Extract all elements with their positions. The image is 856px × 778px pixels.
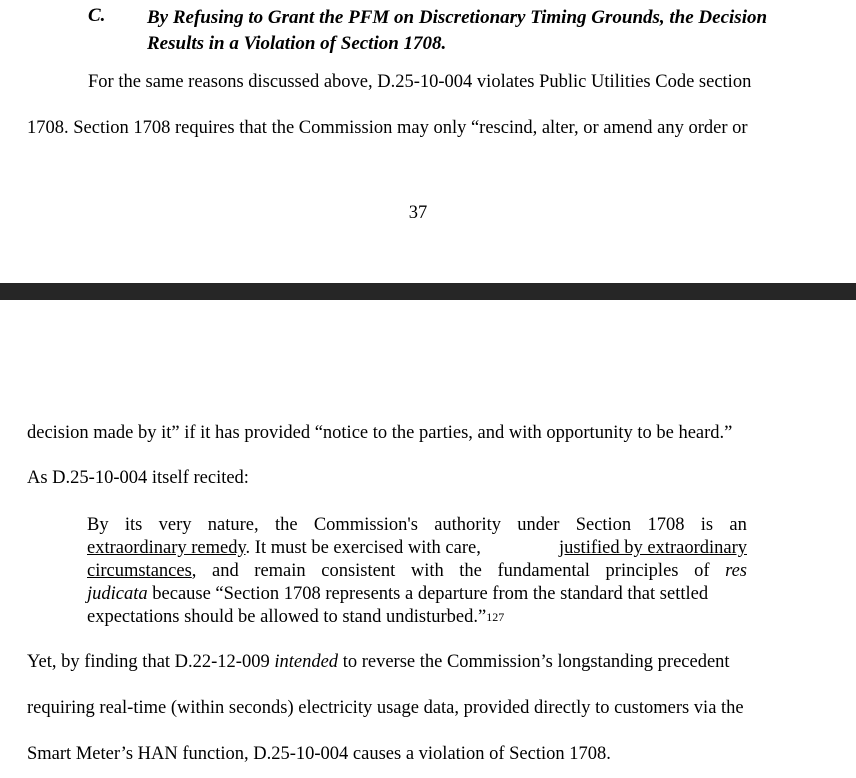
block-quote-line-5: [87, 606, 747, 629]
word: of: [694, 561, 710, 581]
word: under: [517, 515, 560, 535]
paragraph-line: requiring real-time (within seconds) electricity usage data, provided directly to customers via the: [27, 698, 744, 718]
quote-text: because “Section 1708 represents a departure from the standard that settled: [147, 584, 709, 604]
word: the: [459, 561, 482, 581]
italic-word: intended: [274, 652, 339, 672]
word: principles: [605, 561, 679, 581]
underlined-phrase: justified by extraordinary: [558, 538, 747, 558]
block-quote: [87, 514, 747, 629]
section-heading-line-2: Results in a Violation of Section 1708.: [147, 33, 447, 54]
paragraph-line: decision made by it” if it has provided “notice to the parties, and with opportunity to be heard.”: [27, 423, 733, 443]
block-quote-line-3: [87, 560, 747, 583]
paragraph-line: 1708. Section 1708 requires that the Commission may only “rescind, alter, or amend any order or: [27, 118, 748, 138]
word: remain: [254, 561, 306, 581]
word: is: [700, 515, 714, 535]
section-heading-line-1: By Refusing to Grant the PFM on Discretionary Timing Grounds, the Decision: [147, 7, 768, 28]
block-quote-line-4: [87, 583, 747, 606]
paragraph-line: As D.25-10-004 itself recited:: [27, 468, 249, 488]
footnote-marker: 127: [486, 610, 505, 624]
underlined-phrase: extraordinary remedy. It must be exercised with care,: [87, 538, 481, 558]
italic-word: judicata: [87, 584, 148, 604]
page-number: 37: [408, 203, 428, 223]
italic-word: res: [725, 561, 747, 581]
word: with: [410, 561, 444, 581]
quote-text: expectations should be allowed to stand undisturbed.”: [87, 607, 487, 627]
word: nature,: [207, 515, 259, 535]
word: authority: [434, 515, 501, 535]
word: an: [729, 515, 747, 535]
page-break-bar: [0, 283, 856, 300]
word: By: [87, 515, 109, 535]
section-letter: C.: [88, 5, 106, 26]
word: very: [158, 515, 192, 535]
paragraph-line: Yet, by finding that D.22-12-009 intended to reverse the Commission’s longstanding precedent: [27, 652, 730, 672]
block-quote-line-1: [87, 514, 747, 537]
word: the: [274, 515, 298, 535]
word: fundamental: [497, 561, 590, 581]
word: and: [212, 561, 239, 581]
block-quote-line-2: [87, 537, 747, 560]
word: Section: [575, 515, 632, 535]
paragraph-line: For the same reasons discussed above, D.25-10-004 violates Public Utilities Code section: [88, 72, 752, 92]
word: 1708: [647, 515, 685, 535]
underlined-phrase: circumstances,: [87, 561, 197, 581]
word: consistent: [321, 561, 396, 581]
word: Commission's: [313, 515, 418, 535]
section-heading: [147, 5, 767, 57]
paragraph-line: Smart Meter’s HAN function, D.25-10-004 causes a violation of Section 1708.: [27, 744, 611, 764]
word: its: [124, 515, 143, 535]
